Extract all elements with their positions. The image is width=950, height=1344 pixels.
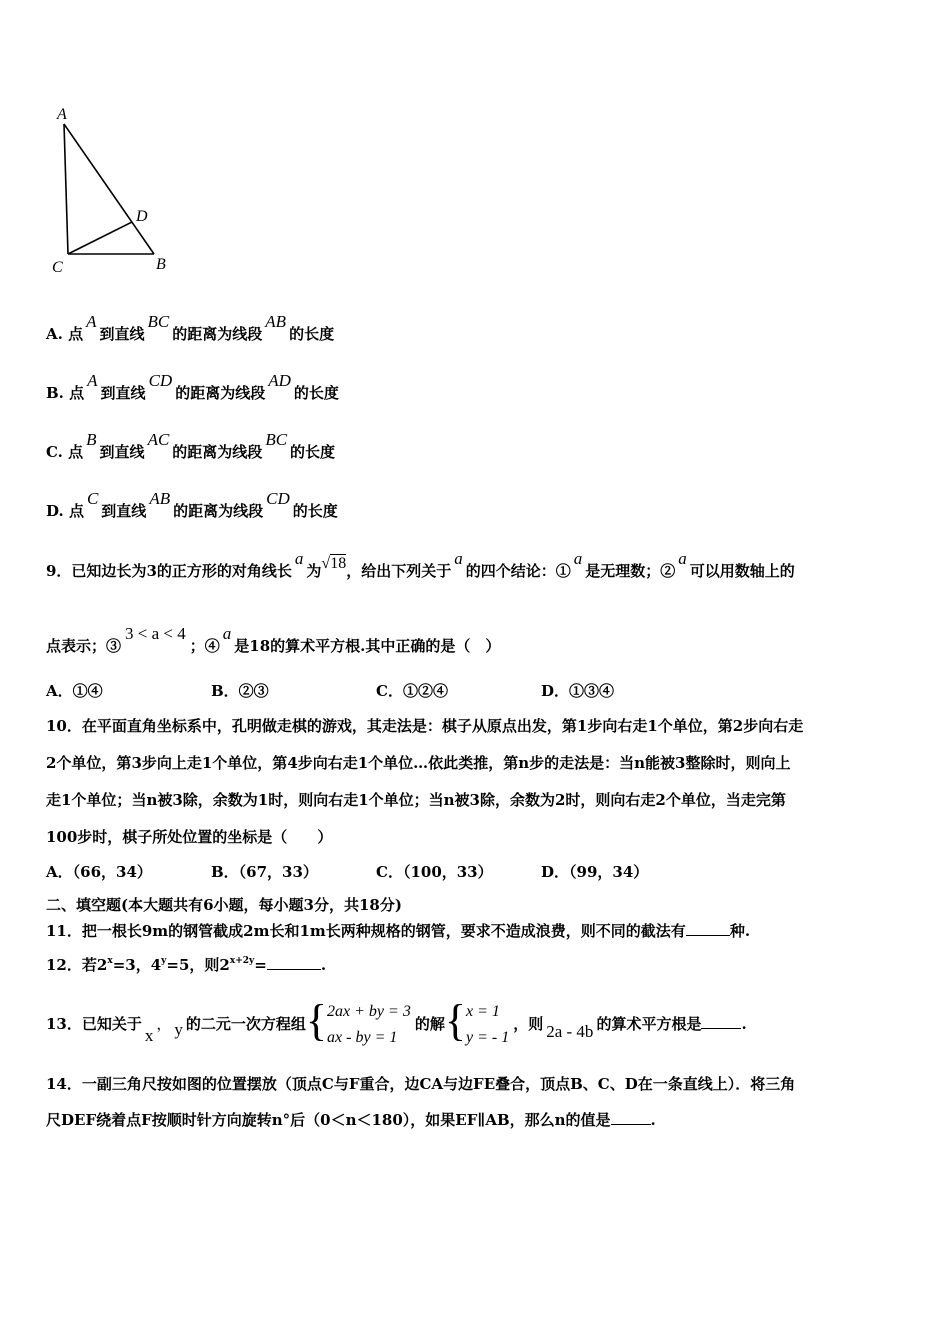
text: =5，则2 — [166, 956, 230, 974]
option-c: C．（100，33） — [376, 863, 493, 881]
text: 到直线 — [99, 443, 145, 461]
superscript: x — [107, 956, 113, 966]
text: 尺DEF绕着点F按顺时针方向旋转n°后（0＜n＜180），如果EF∥AB，那么n的值是 — [46, 1111, 611, 1129]
text: 的长度 — [292, 502, 338, 520]
text: 的解 — [414, 1015, 445, 1033]
math: a — [454, 549, 463, 568]
option-b: B．②③ — [211, 682, 269, 700]
brace-icon: { — [444, 996, 466, 1045]
text: 点 — [68, 502, 84, 520]
text: 的长度 — [289, 325, 335, 343]
option-letter: D. — [46, 502, 64, 520]
triangle-figure — [48, 102, 188, 282]
label-b: B — [156, 256, 166, 273]
text: = — [254, 956, 267, 974]
option-a: A．①④ — [46, 682, 103, 700]
math: A — [86, 312, 97, 331]
text: ， — [156, 1015, 172, 1033]
text: 到直线 — [99, 325, 145, 343]
q13 — [46, 985, 747, 1045]
label-c: C — [52, 259, 63, 276]
text: 到直线 — [100, 384, 146, 402]
q8-option-d — [46, 489, 338, 521]
sqrt-radicand: 18 — [330, 555, 347, 572]
text: 13．已知关于 — [46, 1015, 142, 1033]
text: 的距离为线段 — [172, 443, 263, 461]
q10-line-4: 100步时，棋子所处位置的坐标是（ ） — [46, 828, 333, 846]
text: ，给出下列关于 — [346, 562, 452, 580]
option-letter: B. — [46, 384, 64, 402]
variable-x: x — [144, 1026, 154, 1045]
segment-ab — [64, 124, 154, 254]
math: BC — [147, 312, 170, 331]
option-a: A．（66，34） — [46, 863, 152, 881]
q10-line-1: 10．在平面直角坐标系中，孔明做走棋的游戏，其走法是：棋子从原点出发，第1步向右走1个单位，第2步向右走 — [46, 717, 804, 735]
segment-ac — [64, 124, 68, 254]
math: AD — [268, 371, 291, 390]
text: 点表示；③ — [46, 637, 122, 655]
q9-options — [46, 681, 706, 701]
math: a — [573, 549, 583, 568]
equation-1: 2ax + by = 3 — [327, 1003, 411, 1020]
q14-line-2 — [46, 1110, 656, 1130]
q12 — [46, 955, 326, 978]
text: 为 — [306, 562, 322, 580]
section-heading: 二、填空题(本大题共有6小题，每小题3分，共18分) — [46, 896, 402, 914]
q8-option-b — [46, 371, 339, 403]
math: a — [294, 549, 304, 568]
q9-line-1 — [46, 549, 795, 582]
q10-line-2: 2个单位，第3步向上走1个单位，第4步向右走1个单位…依此类推，第n步的走法是：当n能被3整除时，则向上 — [46, 754, 791, 772]
math: a — [678, 549, 687, 568]
text: 点 — [68, 443, 84, 461]
solution-2: y = - 1 — [465, 1029, 510, 1046]
text: ，则 — [513, 1015, 544, 1033]
solution-system — [466, 999, 509, 1051]
text: 的距离为线段 — [172, 325, 263, 343]
math: B — [86, 430, 97, 449]
solution-1: x = 1 — [465, 1003, 500, 1020]
text: 的距离为线段 — [175, 384, 266, 402]
text: 的长度 — [293, 384, 339, 402]
brace-icon: { — [305, 996, 328, 1045]
expression: 2a - 4b — [546, 1022, 594, 1041]
text: 到直线 — [101, 502, 147, 520]
q11 — [46, 921, 750, 941]
math: BC — [265, 430, 288, 449]
option-letter: A. — [46, 325, 63, 343]
text: . — [741, 1015, 747, 1033]
equation-2: ax - by = 1 — [327, 1029, 398, 1046]
answer-blank[interactable] — [611, 1110, 651, 1125]
math: CD — [266, 489, 290, 508]
option-b: B．（67，33） — [211, 863, 318, 881]
text: 12．若2 — [46, 956, 108, 974]
math: C — [86, 489, 99, 508]
text: . — [320, 956, 327, 974]
text: 11．把一根长9m的钢管截成2m长和1m长两种规格的钢管，要求不造成浪费，则不同的截法有 — [46, 922, 686, 940]
superscript: x+2y — [229, 956, 255, 966]
q10-line-3: 走1个单位；当n被3除，余数为1时，则向右走1个单位；当n被3除，余数为2时，则向右走2个单位，当走完第 — [46, 791, 786, 809]
equation-system — [327, 999, 411, 1051]
superscript: y — [161, 956, 167, 966]
option-d: D．①③④ — [541, 682, 615, 700]
math: AC — [147, 430, 170, 449]
q9-line-2 — [46, 624, 501, 656]
option-letter: C. — [46, 443, 63, 461]
text: 是18的算术平方根.其中正确的是（ ） — [234, 637, 501, 655]
text: 可以用数轴上的 — [689, 562, 795, 580]
label-d: D — [136, 208, 148, 225]
text: 的四个结论：① — [465, 562, 571, 580]
text: 点 — [69, 384, 85, 402]
q10-options — [46, 862, 706, 882]
q14-line-1: 14．一副三角尺按如图的位置摆放（顶点C与F重合，边CA与边FE叠合，顶点B、C、D在一条直线上）．将三角 — [46, 1075, 796, 1093]
math: A — [87, 371, 98, 390]
q8-option-c — [46, 430, 336, 462]
text: 的长度 — [290, 443, 336, 461]
text: 的算术平方根是 — [596, 1015, 702, 1033]
option-d: D．（99，34） — [541, 863, 649, 881]
inequality: 3 < a < 4 — [125, 624, 186, 643]
q8-option-a — [46, 312, 335, 344]
math: a — [222, 624, 232, 643]
text: 的二元一次方程组 — [185, 1015, 306, 1033]
variable-y: y — [174, 1020, 183, 1039]
text: ；④ — [189, 637, 220, 655]
text: 9．已知边长为3的正方形的对角线长 — [46, 562, 292, 580]
math: AB — [149, 489, 171, 508]
answer-blank[interactable] — [701, 1014, 741, 1029]
text: 种. — [729, 922, 751, 940]
math: AB — [265, 312, 287, 331]
text: 的距离为线段 — [173, 502, 264, 520]
option-c: C．①②④ — [376, 682, 448, 700]
segment-cd — [68, 222, 132, 254]
math: CD — [148, 371, 173, 390]
text: 是无理数；② — [585, 562, 676, 580]
answer-blank[interactable] — [267, 955, 321, 970]
text: 点 — [68, 325, 84, 343]
answer-blank[interactable] — [686, 921, 730, 936]
text: . — [650, 1111, 656, 1129]
label-a: A — [57, 106, 67, 123]
sqrt-expression: √18 — [321, 555, 347, 572]
text: =3，4 — [112, 956, 162, 974]
